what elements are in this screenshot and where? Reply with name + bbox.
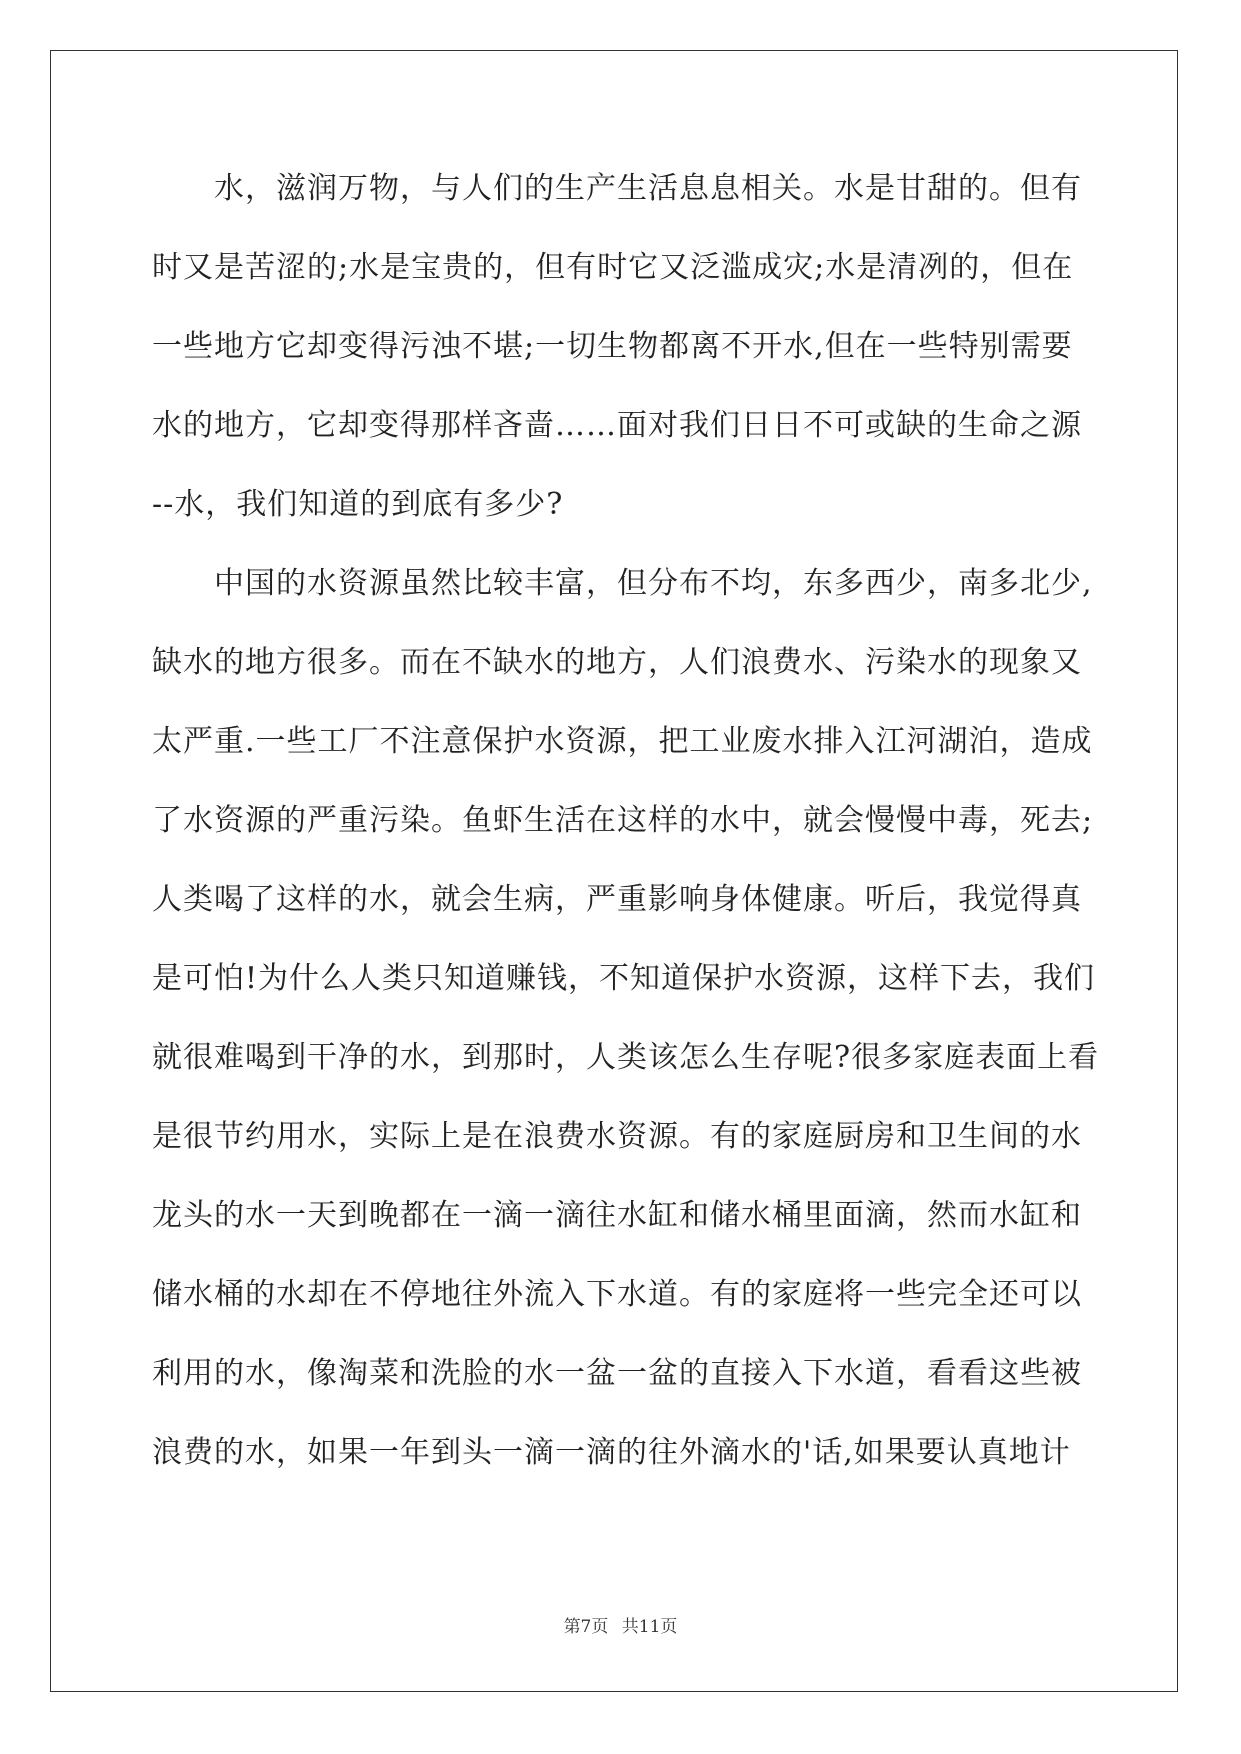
paragraph-2 bbox=[152, 558, 1100, 1506]
text-line: 时又是苦涩的;水是宝贵的，但有时它又泛滥成灾;水是清冽的，但在 bbox=[152, 250, 1074, 285]
paragraph-1 bbox=[152, 163, 1092, 558]
text-line: --水，我们知道的到底有多少? bbox=[152, 487, 564, 522]
text-line: 水，滋润万物，与人们的生产生活息息相关。水是甘甜的。但有 bbox=[214, 171, 1082, 206]
text-line: 是很节约用水，实际上是在浪费水资源。有的家庭厨房和卫生间的水 bbox=[152, 1119, 1082, 1154]
text-line: 人类喝了这样的水，就会生病，严重影响身体健康。听后，我觉得真 bbox=[152, 882, 1082, 917]
text-line: 是可怕!为什么人类只知道赚钱，不知道保护水资源，这样下去，我们 bbox=[152, 961, 1096, 996]
text-line: 中国的水资源虽然比较丰富，但分布不均，东多西少，南多北少, bbox=[214, 566, 1093, 601]
text-line: 利用的水，像淘菜和洗脸的水一盆一盆的直接入下水道，看看这些被 bbox=[152, 1356, 1082, 1391]
page-number: 第7页 bbox=[563, 1617, 609, 1637]
text-line: 储水桶的水却在不停地往外流入下水道。有的家庭将一些完全还可以 bbox=[152, 1277, 1082, 1312]
text-line: 一些地方它却变得污浊不堪;一切生物都离不开水,但在一些特别需要 bbox=[152, 329, 1073, 364]
text-line: 龙头的水一天到晚都在一滴一滴往水缸和储水桶里面滴，然而水缸和 bbox=[152, 1198, 1082, 1233]
text-line: 就很难喝到干净的水，到那时，人类该怎么生存呢?很多家庭表面上看 bbox=[152, 1040, 1100, 1075]
text-line: 浪费的水，如果一年到头一滴一滴的往外滴水的'话,如果要认真地计 bbox=[152, 1435, 1071, 1470]
text-line: 了水资源的严重污染。鱼虾生活在这样的水中，就会慢慢中毒，死去; bbox=[152, 803, 1094, 838]
page-footer bbox=[0, 1612, 1241, 1637]
text-line: 太严重.一些工厂不注意保护水资源，把工业废水排入江河湖泊，造成 bbox=[152, 724, 1093, 759]
document-body bbox=[152, 163, 1100, 1506]
page-total: 共11页 bbox=[621, 1617, 678, 1637]
text-line: 水的地方，它却变得那样吝啬……面对我们日日不可或缺的生命之源 bbox=[152, 408, 1082, 443]
text-line: 缺水的地方很多。而在不缺水的地方，人们浪费水、污染水的现象又 bbox=[152, 645, 1082, 680]
